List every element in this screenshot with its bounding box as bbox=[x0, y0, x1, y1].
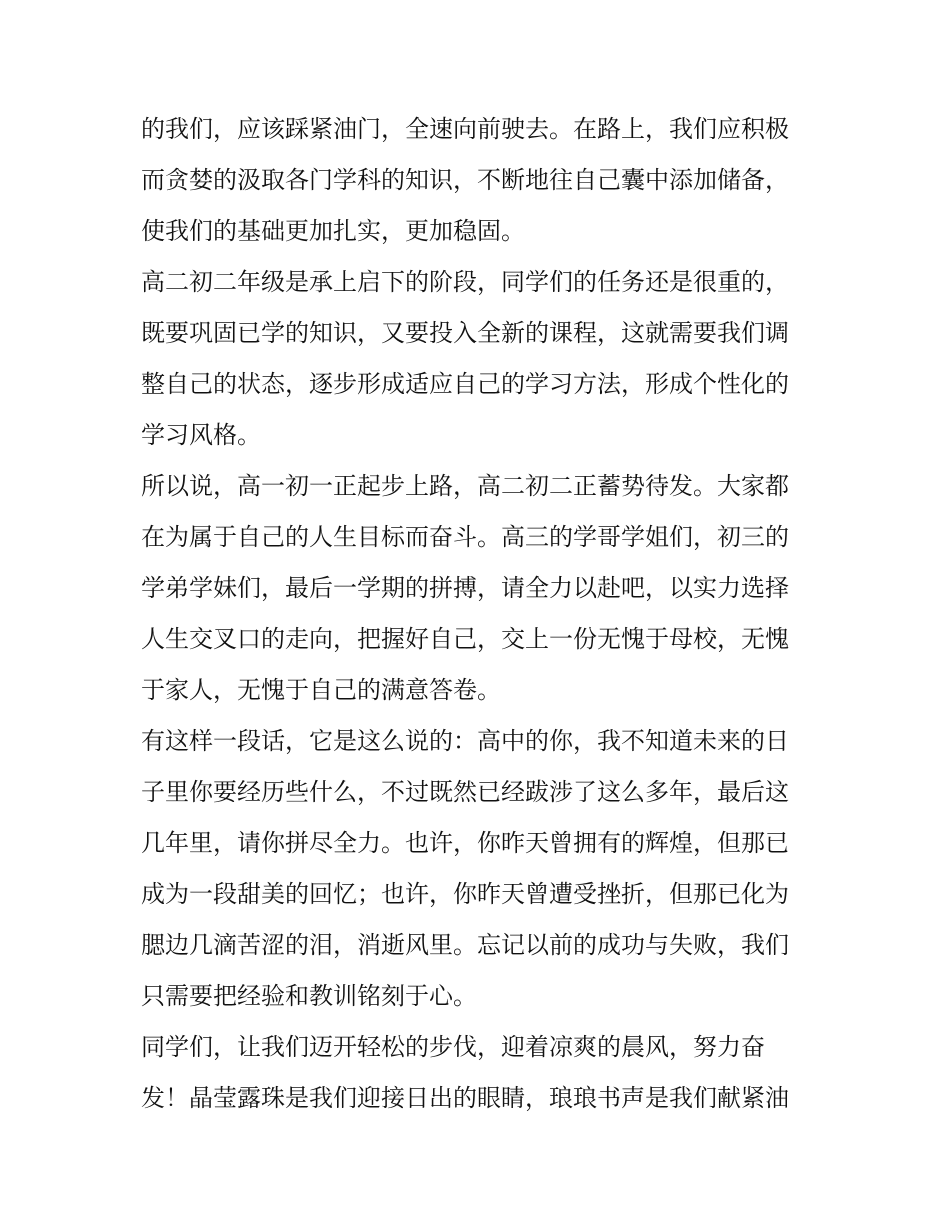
text-line: 使我们的基础更加扎实，更加稳固。 bbox=[141, 217, 525, 245]
text-line: 在为属于自己的人生目标而奋斗。高三的学哥学姐们，初三的 bbox=[141, 523, 789, 551]
text-line: 只需要把经验和教训铭刻于心。 bbox=[141, 982, 477, 1010]
text-line: 的我们，应该踩紧油门，全速向前驶去。在路上，我们应积极 bbox=[141, 115, 789, 143]
document-body bbox=[141, 104, 813, 1124]
text-line: 有这样一段话，它是这么说的：高中的你，我不知道未来的日 bbox=[141, 727, 789, 755]
text-line: 于家人，无愧于自己的满意答卷。 bbox=[141, 676, 501, 704]
text-line: 发！晶莹露珠是我们迎接日出的眼睛，琅琅书声是我们献紧油 bbox=[141, 1084, 789, 1112]
text-line: 成为一段甜美的回忆；也许，你昨天曾遭受挫折，但那已化为 bbox=[141, 880, 789, 908]
text-line: 整自己的状态，逐步形成适应自己的学习方法，形成个性化的 bbox=[141, 370, 789, 398]
text-line: 学习风格。 bbox=[141, 421, 261, 449]
text-line: 同学们，让我们迈开轻松的步伐，迎着凉爽的晨风，努力奋 bbox=[141, 1033, 765, 1061]
text-line: 既要巩固已学的知识，又要投入全新的课程，这就需要我们调 bbox=[141, 319, 789, 347]
text-line: 学弟学妹们，最后一学期的拼搏，请全力以赴吧，以实力选择 bbox=[141, 574, 789, 602]
text-line: 人生交叉口的走向，把握好自己，交上一份无愧于母校，无愧 bbox=[141, 625, 789, 653]
text-line: 而贪婪的汲取各门学科的知识，不断地往自己囊中添加储备， bbox=[141, 166, 789, 194]
text-line: 腮边几滴苦涩的泪，消逝风里。忘记以前的成功与失败，我们 bbox=[141, 931, 789, 959]
text-line: 子里你要经历些什么，不过既然已经跋涉了这么多年，最后这 bbox=[141, 778, 789, 806]
text-line: 高二初二年级是承上启下的阶段，同学们的任务还是很重的， bbox=[141, 268, 789, 296]
text-line: 所以说，高一初一正起步上路，高二初二正蓄势待发。大家都 bbox=[141, 472, 789, 500]
text-line: 几年里，请你拼尽全力。也许，你昨天曾拥有的辉煌，但那已 bbox=[141, 829, 789, 857]
